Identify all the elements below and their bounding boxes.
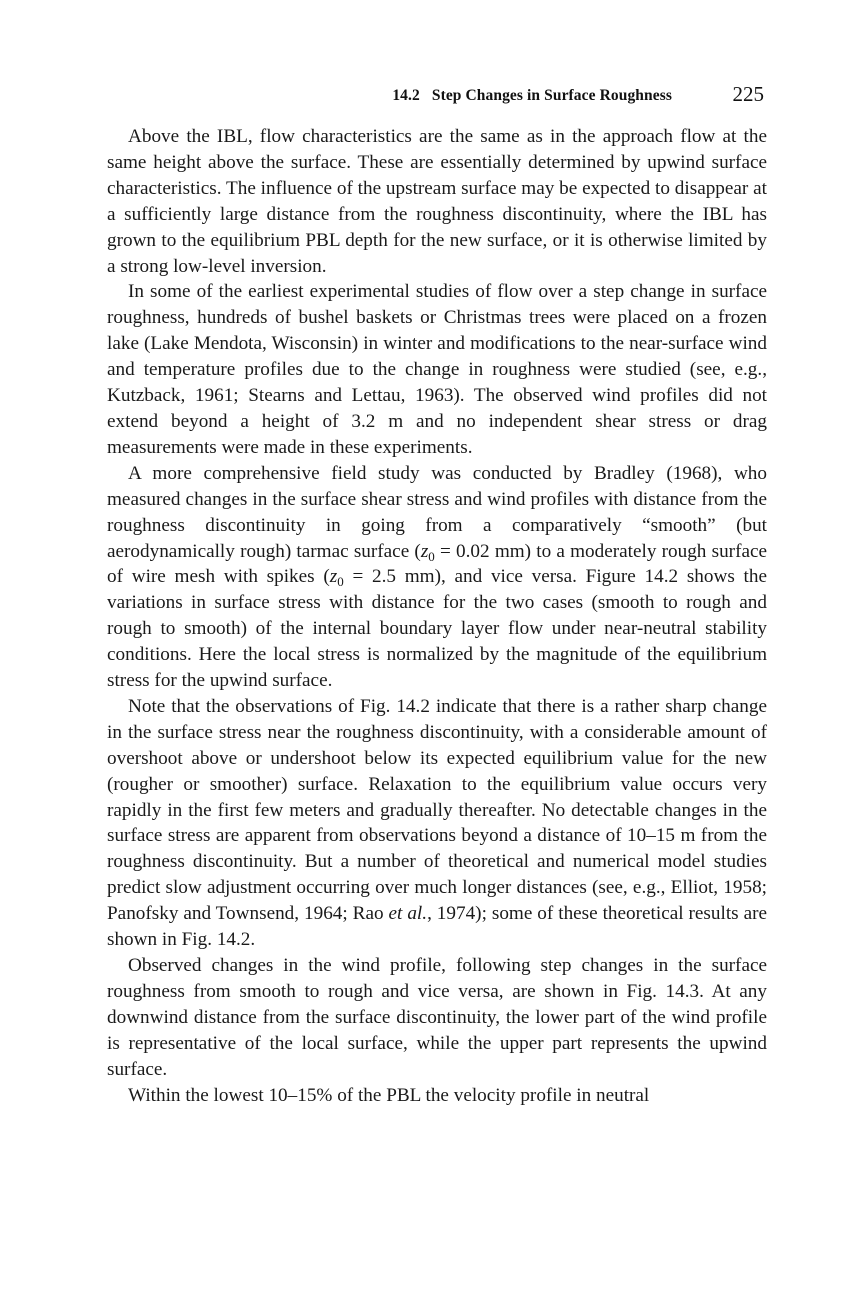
section-title: Step Changes in Surface Roughness xyxy=(431,87,672,104)
paragraph-wind-profile: Observed changes in the wind profile, following step changes in the surface roughness from smooth to rough and vice versa, are shown in Fig. 14.3. At any downwind distance from the surface discontinuity, the lower part of the wind profile is representative of the local surface, while the upper part represents the upwind surface. xyxy=(107,955,767,1080)
paragraph-text: = 2.5 mm), and vice versa. Figure 14.2 shows the variations in surface stress with distance for the two cases (smooth to rough and rough to smooth) of the internal boundary layer flow under near-neutral stability conditions. Here the local stress is normalized by the magnitude of the equilibrium stress for the upwind surface. xyxy=(107,566,767,692)
section-number: 14.2 xyxy=(392,87,420,104)
running-head-title xyxy=(392,87,672,105)
body-text xyxy=(107,124,767,1108)
page-number: 225 xyxy=(732,82,764,106)
roughness-symbol: z xyxy=(420,540,429,562)
paragraph-text: A more comprehensive field study was conducted by Bradley (1968), who measured changes in the surface shear stress and wind profiles with distance from the roughness discontinuity in going from a comparatively “smooth” (but aerodynamically rough) tarmac surface ( xyxy=(107,462,767,562)
italic-text: et al. xyxy=(388,903,428,925)
paragraph-text: = 0.02 mm) to a moderately rough surface of wire mesh with spikes ( xyxy=(107,540,768,588)
paragraph-text: Note that the observations of Fig. 14.2 indicate that there is a rather sharp change in the surface stress near the roughness discontinuity, with a considerable amount of overshoot above or undershoot below its expected equilibrium value for the new (rougher or smoother) surface. Relaxation to the equilibrium value occurs very rapidly in the first few meters and gradually thereafter. No detectable changes in the surface stress are apparent from observations beyond a distance of 10–15 m from the roughness discontinuity. But a number of theoretical and numerical model studies predict slow adjustment occurring over much longer distances (see, e.g., Elliot, 1958; Panofsky and Townsend, 1964; Rao xyxy=(107,695,767,925)
running-head xyxy=(107,78,767,112)
book-page xyxy=(107,78,767,1108)
paragraph-observations xyxy=(107,694,767,953)
paragraph-ibl-flow: Above the IBL, flow characteristics are the same as in the approach flow at the same height above the surface. These are essentially determined by upwind surface characteristics. The influence of the upstream surface may be expected to disappear at a sufficiently large distance from the roughness discontinuity, where the IBL has grown to the equilibrium PBL depth for the new surface, or it is otherwise limited by a strong low-level inversion. xyxy=(107,126,767,277)
paragraph-text: , 1974); some of these theoretical results are shown in Fig. 14.2. xyxy=(107,903,767,951)
paragraph-velocity-profile: Within the lowest 10–15% of the PBL the velocity profile in neutral xyxy=(128,1084,650,1106)
paragraph-bradley-study xyxy=(107,461,767,694)
paragraph-early-studies: In some of the earliest experimental studies of flow over a step change in surface roughness, hundreds of bushel baskets or Christmas trees were placed on a frozen lake (Lake Mendota, Wisconsin) in winter and modifications to the near-surface wind and temperature profiles due to the change in roughness were studied (see, e.g., Kutzback, 1961; Stearns and Lettau, 1963). The observed wind profiles did not extend beyond a height of 3.2 m and no independent shear stress or drag measurements were made in these experiments. xyxy=(107,281,767,458)
roughness-symbol: z xyxy=(329,566,338,588)
roughness-subscript: 0 xyxy=(428,548,435,564)
roughness-subscript: 0 xyxy=(337,574,344,590)
